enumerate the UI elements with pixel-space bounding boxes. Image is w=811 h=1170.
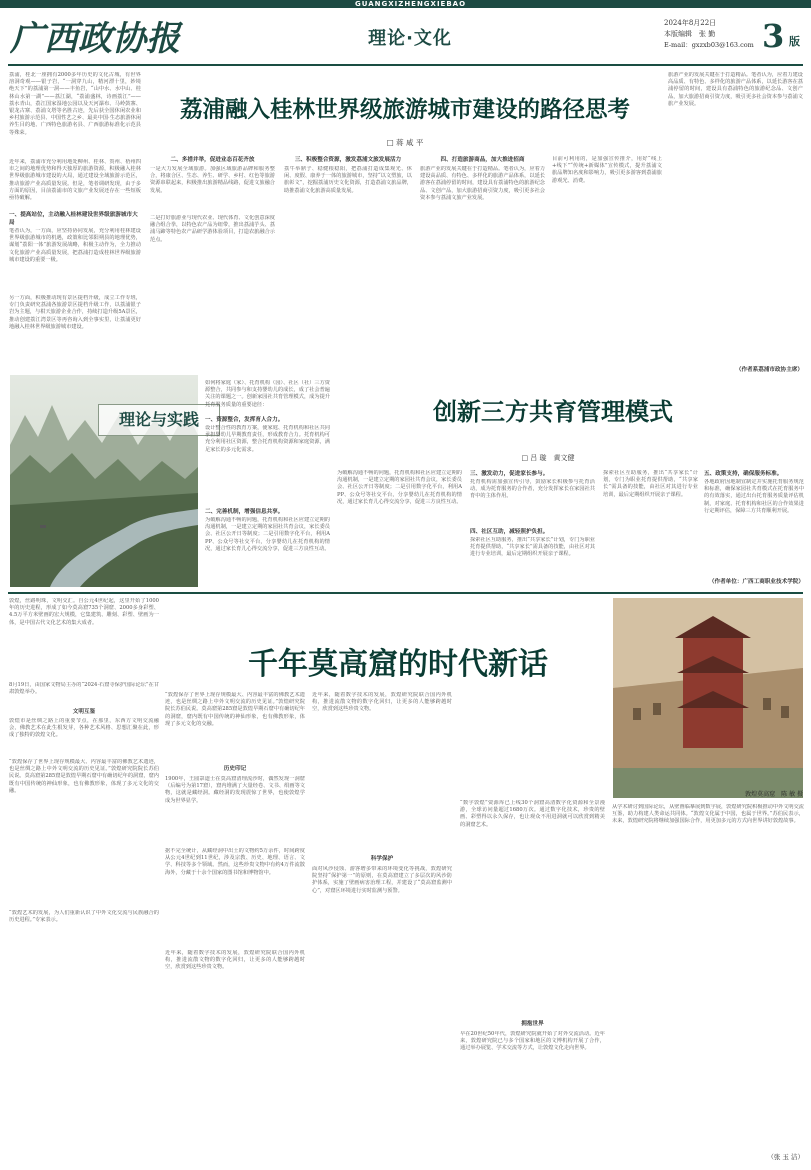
a2-paragraph-2: 为破解沟通不畅的问题，托育机构和社区应建立定期的沟通机制，一是建立定期的家园社共育会议，家长委员会、社区公开日等制度；二是引用数字化平台，利用APP、公众号等社交平台，分享婴幼儿在托育机构的情况，通过家长育儿心得交流分享，促进三方良性互动。 (205, 517, 330, 552)
a2-subheading-3: 三、激发动力，促进家长参与。 (470, 471, 549, 477)
a1-subheading-2: 二、多措并举，促进业态百花齐放 (170, 157, 255, 163)
a1-byline: □ 蒋 咸 平 (386, 138, 424, 147)
a3-column-3-top: 近年来，随着数字技术的发展，敦煌研究院联合国内外机构，推进流散文物的数字化回归，让更多的人能够跨越时空，欣赏到这些珍贵文物。 (312, 692, 452, 713)
a3-subheading-2: 历史印记 (223, 766, 247, 772)
a1-headline: 荔浦融入桂林世界级旅游城市建设的路径思考 (179, 97, 630, 123)
masthead-pinyin: GUANGXIZHENGXIEBAO (355, 0, 467, 8)
page-editor: 本版编辑 张 勤 (664, 30, 716, 38)
a3-subheading-4: 拥抱世界 (521, 1021, 544, 1027)
a3-paragraph-5: 据不完全统计，从藏经洞中出土的文物约5万余件，时间跨度从公元4世纪到11世纪，涉及宗教、历史、地理、语言、文学、科技等多个领域。然而，这些珍贵文物中有约4万件流散海外，分藏于十余个国家的图书馆和博物馆中。 (165, 848, 305, 876)
a1-intro-paragraph: 近年来，荔浦市充分利用地处柳州、桂林、贺州、梧州四市之间的地理优势和得天独厚的旅游资源，积极融入桂林世界级旅游城市建设的大局，通过建设全域旅游示范区，推动旅游产业高质量发展。但是，笔者调研发现，由于多方面的原因，目前荔浦市的文旅产业发展还存在一些短板亟待破解。 (9, 159, 141, 202)
a1-right-column: 旅游产业的发展关键在于打造精品。笔者认为，应着力建设高品质、有特色、多样化的旅游产品体系，以延长游客在荔浦停留的时间，建设具有荔浦特色的旅游纪念品、文创产品，加大旅游招商引资力度，吸引更多社会资本参与荔浦文旅产业发展。 (668, 72, 803, 107)
a3-subheading-1: 文明互鉴 (72, 709, 96, 715)
a1-paragraph-7: 目前可利用的，是加强宣传推介，用好“线上+线下”“传统+新媒体”宣传模式，提升荔浦文旅品牌知名度和影响力，吸引更多游客到荔浦旅游观光、消费。 (552, 156, 662, 184)
a3-paragraph-9: 早在20世纪50年代，敦煌研究院就开始了对外交流活动。近年来，敦煌研究院已与多个国家和地区的文博机构开展了合作，通过举办展览、学术交流等方式，让敦煌文化走向世界。 (460, 1031, 605, 1052)
a3-paragraph-3: “敦煌艺术的发展，为人们重新认识了中外文化交流与民族融合的历史进程。”专家表示。 (9, 910, 159, 924)
a3-author-signature: （张 玉 洁） (767, 1153, 804, 1161)
page-number-suffix: 版 (789, 35, 800, 48)
a1-subheading-3: 三、积极整合资源，激发荔浦文旅发展活力 (294, 157, 402, 163)
a1-paragraph-3: 一是大力发展全域旅游。加强区域旅游品牌和服务整合，将康合区、生态、养生、研学、乡村、红色等旅游资源串联起来，积极推出旅游精品线路，促进文旅融合发展。 (150, 166, 275, 194)
photo-caption: 敦煌莫高窟 陈 敏 摄 (745, 791, 803, 798)
a3-paragraph-1: 敦煌市是丝绸之路上的重要节点，在那里，东西方文明交流融会，佛教艺术在此生根发芽，各种艺术风格、思想汇聚在此，形成了独特的敦煌文化。 (9, 718, 159, 739)
a1-paragraph-6: 旅游产业的发展关键在于打造精品。笔者认为，应着力建设高品质、有特色、多样化的旅游产品体系，以延长游客在荔浦停留的时间，建设具有荔浦特色的旅游纪念品、文创产品，加大旅游招商引资力度，吸引更多社会资本参与荔浦文旅产业发展。 (420, 166, 545, 201)
a2-subheading-2: 二、完善机制，增强信息共享。 (205, 509, 284, 515)
a2-author-note: （作者单位：广西工商职业技术学院） (708, 579, 804, 585)
a3-column-2-top: “敦煌保存了世界上现存规模最大、内容最丰富的佛教艺术遗迹，也是丝绸之路上中外文明交流的历史见证。”敦煌研究院院长苏伯民说。莫高窟第285窟是敦煌早期石窟中有确切纪年的洞窟，窟内既有中国传统的神仙形象，也有佛教形象，体现了多元文化的交融。 (165, 692, 305, 727)
newspaper-logo: 广西政协报 (10, 19, 180, 59)
a2-byline: □ 吕 璇 黄文健 (521, 454, 575, 462)
a2-subheading-5: 五、政策支持，确保服务标准。 (704, 471, 783, 477)
issue-date: 2024年8月22日 (664, 19, 717, 27)
a1-paragraph-4: 二是打好旅游业与现代农业、现代体育、文化创意深度融合组合拳，以特色农产品为纽带，推出荔浦芋头、荔浦马蹄等特色农产品研学游体验项目，打造农旅融合示范点。 (150, 215, 275, 243)
a3-headline: 千年莫高窟的时代新话 (248, 647, 548, 682)
a3-paragraph-6: 近年来，随着数字技术的发展，敦煌研究院联合国内外机构，推进流散文物的数字化回归，让更多的人能够跨越时空，欣赏到这些珍贵文物。 (165, 950, 305, 971)
masthead-divider (8, 64, 803, 66)
page-number: 3 (762, 18, 785, 54)
a1-subheading-4: 四、打造旅游商品，加大推进招商 (440, 157, 525, 163)
a3-paragraph-10: 从学术研讨到国际论坛，从壁画临摹展到数字展，敦煌研究院积极推动中外文明交流互鉴，助力构建人类命运共同体。“敦煌文化属于中国，也属于世界。”苏伯民表示，未来，敦煌研究院将继续加强国际合作，用更加多元的方式向世界讲好敦煌故事。 (612, 804, 804, 825)
mogao-grottoes-photo (613, 598, 803, 798)
a2-subheading-4: 四、社区互助，减轻照护负担。 (470, 529, 549, 535)
a3-subheading-3: 科学保护 (370, 856, 394, 862)
a2-paragraph-5: 各地政府因地制宜制定并实施托育服务规范和标准，确保家园社共育模式在托育服务中的有效落实，通过出台托育服务质量评估机制，对家庭、托育机构和社区的合作效果进行定期评估，保障三方共育顺利开展。 (704, 479, 804, 514)
editor-email: E-mail：gxzxb03@163.com (664, 41, 754, 49)
a1-paragraph-2: 另一方面，积极推动现有景区提档升级，成立工作专班，专门负责研究荔浦各旅游景区提档升级工作，以荔浦银子岩为主题，与柑天旅游企业合作，持续打造升级5A景区，推动创建荔江湾景区等再咨询入到全事实里，让荔浦更好地融入桂林世界级旅游城市建设。 (9, 295, 141, 330)
practice-label: 理论与实践 (118, 410, 199, 429)
a2-paragraph-3: 托育机构需加强宣传引导，鼓励家长积极参与托育活动，成为托育服务的合作者，充分发挥家长在家园社共育中的主体作用。 (470, 479, 595, 500)
a2-paragraph-1: 设计整合性的教育方案，使家庭、托育机构和社区共同承担婴幼儿早期教育责任，形成教育合力。托育机构可充分利用社区资源，整合托育机构资源和家庭资源，满足家长的多元化需求。 (205, 425, 330, 453)
a2-headline: 创新三方共育管理模式 (433, 398, 673, 426)
a1-author-note: （作者系荔浦市政协主席） (735, 367, 803, 373)
a3-lead-paragraph: 敦煌，丝路明珠，文明交汇。自公元4世纪起，这里开始了1000年的历史进程，形成了如今莫高窟735个洞窟、2000多身彩塑、4.5万平方米壁画的宏大规模，它集建筑、雕刻、彩塑、壁画为一体，是中国古代文化艺术的集大成者。 (9, 598, 159, 626)
a3-paragraph-2: “敦煌保存了世界上现存规模最大、内容最丰富的佛教艺术遗迹，也是丝绸之路上中外文明交流的历史见证。”敦煌研究院院长苏伯民说。莫高窟第285窟是敦煌早期石窟中有确切纪年的洞窟，窟内既有中国传统的神仙形象，也有佛教形象，体现了多元文化的交融。 (9, 759, 159, 794)
section-title: 理论·文化 (368, 28, 452, 49)
a3-paragraph-8: “数字敦煌”资源库已上线30个洞窟高清数字化资源和全景漫游，全球访问量超过1680万次。通过数字化技术，珍贵的壁画、彩塑得以永久保存，也让观众不用进洞就可以欣赏到精美的洞窟艺术。 (460, 800, 605, 828)
a1-lead-paragraph: 荔浦，桂北一座拥有2000多年历史的文化古城，有世界溶洞奇观——银子岩，“一洞穿九山，精河漂十里，妙境绝天下”的荔浦第一洞——丰鱼岩，“山中水、水中山、桂林山水第一湖”——荔江湖，“荔浦盛林，诗画荔江”——荔水青山，荔江国家湿地公园以及天河瀑布、马岭鼓寨、银龙古寨、荔浦文塔等名胜古迹，先后获全国休闲农业和乡村旅游示范县、中国性艺之乡、最美中国·生态旅游休闲养生目的地、广西特色旅游名县、广西旅游标准化示范县等殊荣。 (9, 72, 141, 136)
a1-paragraph-5: 荔牛举鼎子、稳健根稳阳，把荔浦打造成集观光、休闲、度假、康养于一体的旅游城市，坚持“以文塑旅，以旅彰文”，挖掘荔浦历史文化资源，打造荔浦文旅品牌，助推荔浦文化旅游高质量发展。 (284, 166, 412, 194)
a2-column-2: 为破解沟通不畅的问题，托育机构和社区应建立定期的沟通机制，一是建立定期的家园社共育会议，家长委员会、社区公开日等制度；二是引用数字化平台，利用APP、公众号等社交平台，分享婴幼儿在托育机构的情况，通过家长育儿心得交流分享，促进三方良性互动。 (337, 470, 462, 505)
section-divider (8, 592, 803, 594)
a3-paragraph-7: 面对风沙侵蚀、游客增多带来的环境变化等挑战，敦煌研究院坚持“保护第一”的原则，在莫高窟建立了多层次的风沙防护体系，实施了壁画病害治理工程，并建设了“莫高窟监测中心”，对窟区环境进行实时监测与预警。 (312, 866, 452, 894)
a2-subheading-1: 一、资源整合，发挥育人合力。 (205, 417, 284, 423)
a1-paragraph-1: 笔者认为，一方面，应坚持协同发展，充分利用桂林建设世界级旅游城市的机遇，政策和比邻阳朔县的地理优势，谋划“荔阳一体”旅游发展战略，积极主动作为，全力推动文化旅游产业高质量发展，把荔浦打造成桂林世界级旅游城市建设的重要一极。 (9, 228, 141, 263)
a2-paragraph-4: 探索社区互助服务，推出“共享家长”计划，专门为职业托育提供帮助，“共享家长”需具备的技能，由社区对其进行专业培训，最后定期组织开展亲子课程。 (470, 537, 595, 558)
a3-paragraph-4: 1900年，王圆箓道士在莫高窟清理流沙时，偶然发现一洞窟（后编号为第17窟），窟内堆满了大量经卷、文书、绢画等文物，这就是藏经洞。藏经洞的发现震惊了世界，也使敦煌学成为世界显学。 (165, 776, 305, 804)
a2-intro-paragraph: 如何将家庭（家）、托育机构（园）、社区（社）三方资源整合，共同参与和支持婴幼儿的成长，成了社会普遍关注的课题之一。创新家园社共育管理模式，成为提升托育服务质量的重要途径： (205, 380, 330, 408)
a2-column-4: 探索社区互助服务，推出“共享家长”计划，专门为职业托育提供帮助，“共享家长”需具备的技能，由社区对其进行专业培训，最后定期组织开展亲子课程。 (603, 470, 698, 498)
a1-subheading-1: 一、提高站位，主动融入桂林建设世界级旅游城市大局 (9, 212, 138, 226)
a3-event-paragraph: 8月19日，由国家文物局主办的“2024·石窟寺保护国际论坛”在甘肃敦煌举办。 (9, 682, 159, 696)
